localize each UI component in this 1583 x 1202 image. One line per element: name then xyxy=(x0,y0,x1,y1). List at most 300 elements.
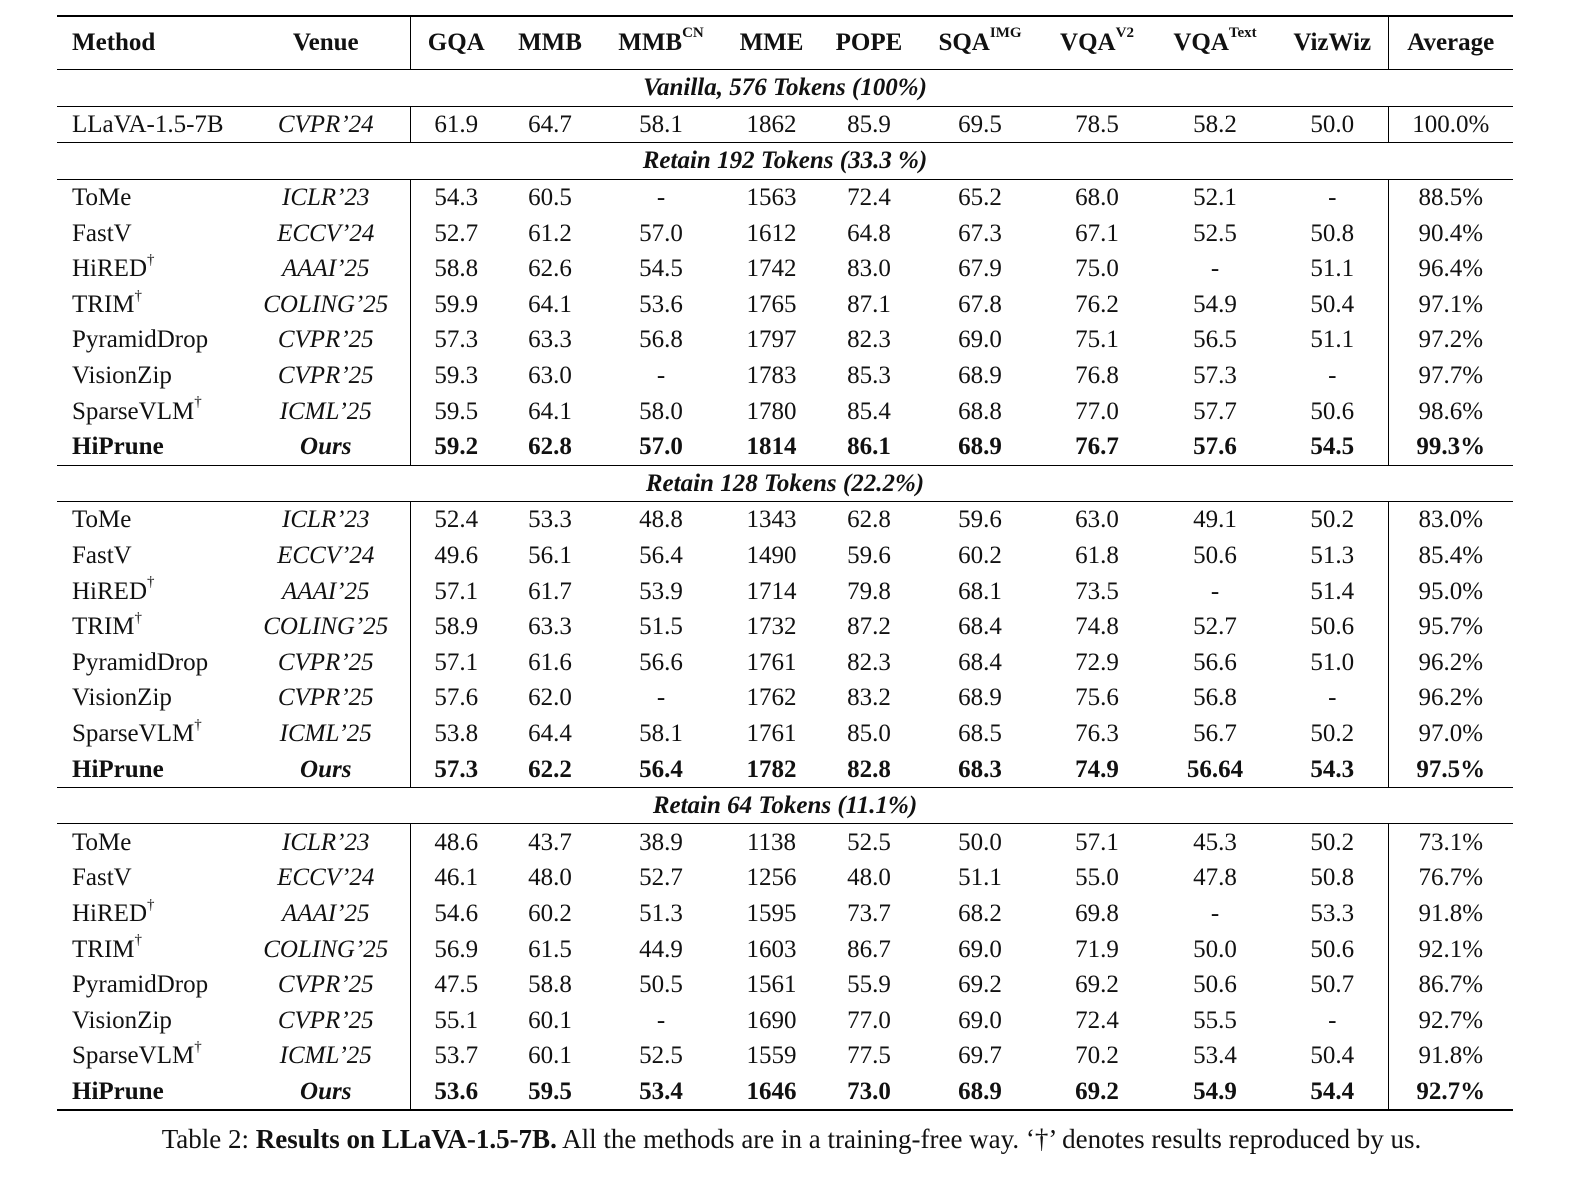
method-name: ToMe xyxy=(72,828,132,856)
value-cell: 62.8 xyxy=(847,506,891,534)
value-cell: 69.0 xyxy=(958,935,1002,963)
value-cell: 75.6 xyxy=(1075,684,1119,712)
value-cell: 86.7 xyxy=(847,935,891,963)
average-cell: 97.0% xyxy=(1388,716,1513,752)
value-cell: 85.3 xyxy=(847,362,891,390)
value-cell: 60.1 xyxy=(528,1006,572,1034)
value-cell: 73.7 xyxy=(847,899,891,927)
value-cell: 53.4 xyxy=(598,1074,724,1111)
average-cell: 97.1% xyxy=(1388,287,1513,323)
average-cell: 73.1% xyxy=(1388,824,1513,860)
table-row xyxy=(57,896,1513,932)
value-cell: 59.2 xyxy=(410,429,502,465)
header-mmbcn: $MMB^{CN}$ xyxy=(598,16,724,70)
table-row xyxy=(57,967,1513,1003)
value-cell: 54.5 xyxy=(1310,433,1355,461)
value-cell: 60.1 xyxy=(528,1042,572,1070)
value-cell: 1761 xyxy=(746,648,797,676)
average-cell: 91.8% xyxy=(1388,1038,1513,1074)
value-cell: 57.0 xyxy=(639,219,683,247)
value-cell: 63.3 xyxy=(528,326,572,354)
value-cell: 59.9 xyxy=(410,287,502,323)
value-cell: 70.2 xyxy=(1075,1042,1119,1070)
value-cell: 59.5 xyxy=(410,393,502,429)
method-name: HiPrune xyxy=(72,755,164,783)
table-row xyxy=(57,429,1513,465)
method-name: PyramidDrop xyxy=(72,648,209,676)
method-name: HiRED xyxy=(72,899,147,927)
average-cell: 98.6% xyxy=(1388,393,1513,429)
value-cell: 68.0 xyxy=(1075,184,1119,212)
method-cell xyxy=(57,680,242,716)
method-cell xyxy=(57,287,242,323)
value-cell: 51.4 xyxy=(1310,577,1355,605)
method-name: TRIM xyxy=(72,613,135,641)
table-row xyxy=(57,931,1513,967)
value-cell: 1256 xyxy=(746,864,797,892)
value-cell: 1612 xyxy=(746,219,797,247)
value-cell: - xyxy=(1328,1006,1337,1034)
value-cell: 64.7 xyxy=(528,110,572,138)
value-cell: 68.5 xyxy=(958,719,1002,747)
average-cell: 91.8% xyxy=(1388,896,1513,932)
value-cell: 69.7 xyxy=(958,1042,1002,1070)
venue-cell: Ours xyxy=(242,1074,410,1111)
value-cell: 56.4 xyxy=(639,542,683,570)
header-sqa: $SQA^{IMG}$ xyxy=(919,16,1041,70)
value-cell: 53.3 xyxy=(528,506,572,534)
average-cell: 95.0% xyxy=(1388,573,1513,609)
value-cell: 57.7 xyxy=(1193,397,1237,425)
value-cell: 47.8 xyxy=(1193,864,1237,892)
average-cell: 97.7% xyxy=(1388,358,1513,394)
value-cell: 54.3 xyxy=(1310,755,1355,783)
value-cell: 82.3 xyxy=(847,326,891,354)
value-cell: 62.6 xyxy=(528,255,572,283)
venue-cell: ECCV’24 xyxy=(277,864,375,892)
value-cell: 50.5 xyxy=(639,971,683,999)
method-cell xyxy=(57,322,242,358)
value-cell: 68.8 xyxy=(958,397,1002,425)
value-cell: - xyxy=(656,684,666,712)
value-cell: 45.3 xyxy=(1193,828,1237,856)
value-cell: 48.6 xyxy=(410,824,502,860)
value-cell: 59.3 xyxy=(410,358,502,394)
value-cell: 56.4 xyxy=(639,755,683,783)
dagger-mark: † xyxy=(134,287,142,304)
table-row xyxy=(57,502,1513,538)
value-cell: 61.2 xyxy=(528,219,572,247)
value-cell: 58.8 xyxy=(410,251,502,287)
header-venue: Venue xyxy=(242,16,410,70)
value-cell: 58.1 xyxy=(639,110,683,138)
value-cell: 47.5 xyxy=(410,967,502,1003)
average-cell: 97.2% xyxy=(1388,322,1513,358)
value-cell: 62.8 xyxy=(528,433,572,461)
method-cell xyxy=(57,215,242,251)
value-cell: 73.0 xyxy=(819,1074,919,1111)
dagger-mark: † xyxy=(194,716,202,733)
value-cell: 63.3 xyxy=(528,613,572,641)
value-cell: 53.9 xyxy=(639,577,683,605)
value-cell: 82.8 xyxy=(847,755,891,783)
method-name: HiPrune xyxy=(72,433,164,461)
dagger-mark: † xyxy=(147,251,155,268)
value-cell: 1783 xyxy=(746,362,797,390)
value-cell: 68.1 xyxy=(958,577,1002,605)
section-title: Vanilla, 576 Tokens (100%) xyxy=(57,70,1513,107)
method-cell xyxy=(57,967,242,1003)
value-cell: 63.0 xyxy=(528,362,572,390)
table-row xyxy=(57,322,1513,358)
venue-cell: ECCV’24 xyxy=(277,219,375,247)
value-cell: 69.5 xyxy=(958,110,1002,138)
value-cell: - xyxy=(1210,577,1220,605)
method-name: TRIM xyxy=(72,935,135,963)
method-name: HiPrune xyxy=(72,1077,164,1105)
value-cell: 50.2 xyxy=(1310,506,1355,534)
value-cell: - xyxy=(656,362,666,390)
value-cell: 69.0 xyxy=(958,1006,1002,1034)
value-cell: 1646 xyxy=(724,1074,819,1111)
header-vizwiz: VizWiz xyxy=(1277,16,1388,70)
value-cell: 50.6 xyxy=(1310,935,1355,963)
method-cell xyxy=(57,251,242,287)
value-cell: 52.5 xyxy=(847,828,891,856)
value-cell: 49.6 xyxy=(410,538,502,574)
value-cell: 59.6 xyxy=(847,542,891,570)
value-cell: 73.5 xyxy=(1075,577,1119,605)
value-cell: 61.6 xyxy=(528,648,572,676)
value-cell: - xyxy=(1328,362,1337,390)
value-cell: 51.3 xyxy=(639,899,683,927)
value-cell: 51.1 xyxy=(1310,326,1355,354)
method-cell xyxy=(57,393,242,429)
section-header-row xyxy=(57,787,1513,824)
table-caption xyxy=(0,1124,1583,1155)
value-cell: 60.5 xyxy=(528,184,572,212)
value-cell: 59.5 xyxy=(502,1074,598,1111)
method-cell xyxy=(57,645,242,681)
value-cell: - xyxy=(656,184,666,212)
value-cell: 50.2 xyxy=(1310,828,1355,856)
value-cell: 56.8 xyxy=(1193,684,1237,712)
value-cell: 56.5 xyxy=(1193,326,1237,354)
value-cell: 74.9 xyxy=(1075,755,1119,783)
venue-cell: AAAI’25 xyxy=(282,255,370,283)
value-cell: 52.7 xyxy=(639,864,683,892)
dagger-mark: † xyxy=(147,896,155,913)
method-name: SparseVLM xyxy=(72,719,195,747)
caption-prefix: Table 2: xyxy=(161,1124,256,1154)
venue-cell: Ours xyxy=(300,433,352,461)
value-cell: 64.1 xyxy=(528,397,572,425)
caption-rest: All the methods are in a training-free way. ‘†’ denotes results reproduced by us. xyxy=(556,1124,1422,1154)
value-cell: 78.5 xyxy=(1075,110,1119,138)
average-cell: 99.3% xyxy=(1388,429,1513,465)
average-cell: 86.7% xyxy=(1388,967,1513,1003)
table-row xyxy=(57,358,1513,394)
value-cell: 55.9 xyxy=(847,971,891,999)
value-cell: 56.1 xyxy=(528,542,572,570)
value-cell: 67.8 xyxy=(958,290,1002,318)
average-cell: 100.0% xyxy=(1388,106,1513,143)
average-cell: 96.4% xyxy=(1388,251,1513,287)
caption-bold: Results on LLaVA-1.5-7B. xyxy=(255,1124,557,1154)
value-cell: 1595 xyxy=(746,899,797,927)
value-cell: 1603 xyxy=(746,935,797,963)
method-name: PyramidDrop xyxy=(72,971,209,999)
value-cell: 87.2 xyxy=(847,613,891,641)
value-cell: 69.2 xyxy=(1041,1074,1153,1111)
results-table xyxy=(57,15,1513,1111)
method-cell xyxy=(57,1002,242,1038)
header-row xyxy=(57,16,1513,70)
venue-cell: ICLR’23 xyxy=(282,828,370,856)
value-cell: 50.8 xyxy=(1310,864,1355,892)
venue-cell: CVPR’25 xyxy=(277,648,374,676)
method-cell xyxy=(57,358,242,394)
value-cell: - xyxy=(1328,684,1337,712)
value-cell: 68.4 xyxy=(958,613,1002,641)
value-cell: 51.0 xyxy=(1310,648,1355,676)
value-cell: 53.6 xyxy=(639,290,683,318)
method-name: HiRED xyxy=(72,255,147,283)
value-cell: 57.6 xyxy=(410,680,502,716)
value-cell: 1797 xyxy=(746,326,797,354)
value-cell: 1559 xyxy=(746,1042,797,1070)
method-name: VisionZip xyxy=(72,684,172,712)
average-cell: 92.1% xyxy=(1388,931,1513,967)
value-cell: - xyxy=(1328,184,1337,212)
value-cell: 50.4 xyxy=(1310,290,1355,318)
method-name: VisionZip xyxy=(72,1006,172,1034)
value-cell: 50.4 xyxy=(1310,1042,1355,1070)
value-cell: 58.9 xyxy=(410,609,502,645)
method-cell xyxy=(57,1038,242,1074)
value-cell: 54.9 xyxy=(1193,290,1237,318)
value-cell: 85.9 xyxy=(847,110,891,138)
method-name: TRIM xyxy=(72,290,135,318)
venue-cell: ICML’25 xyxy=(279,397,372,425)
table-row xyxy=(57,645,1513,681)
value-cell: 62.0 xyxy=(528,684,572,712)
method-name: HiRED xyxy=(72,577,147,605)
value-cell: 50.7 xyxy=(1310,971,1355,999)
venue-cell: CVPR’25 xyxy=(277,684,374,712)
value-cell: 63.0 xyxy=(1075,506,1119,534)
value-cell: 51.1 xyxy=(1310,255,1355,283)
section-header-row xyxy=(57,143,1513,180)
value-cell: 53.8 xyxy=(410,716,502,752)
value-cell: 1742 xyxy=(746,255,797,283)
value-cell: 72.4 xyxy=(1075,1006,1119,1034)
section-title: Retain 192 Tokens (33.3 %) xyxy=(57,143,1513,180)
value-cell: 83.2 xyxy=(847,684,891,712)
value-cell: 1343 xyxy=(746,506,797,534)
value-cell: 77.0 xyxy=(847,1006,891,1034)
value-cell: 64.1 xyxy=(528,290,572,318)
value-cell: 56.64 xyxy=(1186,755,1244,783)
value-cell: 1490 xyxy=(746,542,797,570)
average-cell: 95.7% xyxy=(1388,609,1513,645)
header-vqav2: $VQA^{V2}$ xyxy=(1041,16,1153,70)
section-title: Retain 64 Tokens (11.1%) xyxy=(57,787,1513,824)
value-cell: 59.6 xyxy=(958,506,1002,534)
header-method: Method xyxy=(57,16,242,70)
value-cell: 51.1 xyxy=(958,864,1002,892)
average-cell: 96.2% xyxy=(1388,645,1513,681)
value-cell: 64.4 xyxy=(528,719,572,747)
value-cell: 60.2 xyxy=(958,542,1002,570)
value-cell: 46.1 xyxy=(410,860,502,896)
venue-cell: CVPR’25 xyxy=(277,1006,374,1034)
table-row xyxy=(57,215,1513,251)
dagger-mark: † xyxy=(147,574,155,591)
value-cell: 1862 xyxy=(746,110,797,138)
method-name: FastV xyxy=(72,542,132,570)
header-mmb: MMB xyxy=(502,16,598,70)
value-cell: 1690 xyxy=(746,1006,797,1034)
value-cell: 1563 xyxy=(746,184,797,212)
value-cell: 57.1 xyxy=(410,645,502,681)
table-row xyxy=(57,1038,1513,1074)
method-name: SparseVLM xyxy=(72,1042,195,1070)
value-cell: 38.9 xyxy=(639,828,683,856)
value-cell: 69.8 xyxy=(1075,899,1119,927)
value-cell: 61.9 xyxy=(410,106,502,143)
average-cell: 90.4% xyxy=(1388,215,1513,251)
value-cell: 76.2 xyxy=(1075,290,1119,318)
value-cell: 56.6 xyxy=(639,648,683,676)
value-cell: 56.6 xyxy=(1193,648,1237,676)
value-cell: 68.9 xyxy=(958,684,1002,712)
table-row xyxy=(57,751,1513,787)
method-cell xyxy=(57,609,242,645)
venue-cell: CVPR’24 xyxy=(277,110,374,138)
venue-cell: ICML’25 xyxy=(279,719,372,747)
venue-cell: AAAI’25 xyxy=(282,577,370,605)
table-row xyxy=(57,716,1513,752)
value-cell: 53.4 xyxy=(1193,1042,1237,1070)
value-cell: 65.2 xyxy=(958,184,1002,212)
value-cell: 1714 xyxy=(746,577,797,605)
value-cell: 1780 xyxy=(746,397,797,425)
average-cell: 92.7% xyxy=(1388,1074,1513,1111)
table-body xyxy=(57,70,1513,1111)
value-cell: 69.2 xyxy=(1075,971,1119,999)
table-row xyxy=(57,287,1513,323)
method-name: VisionZip xyxy=(72,362,172,390)
value-cell: 50.0 xyxy=(1310,110,1355,138)
table-row xyxy=(57,179,1513,215)
table-row xyxy=(57,1074,1513,1111)
value-cell: 64.8 xyxy=(847,219,891,247)
value-cell: 52.1 xyxy=(1193,184,1237,212)
value-cell: 55.0 xyxy=(1075,864,1119,892)
value-cell: 1765 xyxy=(746,290,797,318)
average-cell: 88.5% xyxy=(1388,179,1513,215)
method-name: LLaVA-1.5-7B xyxy=(72,110,224,138)
value-cell: 77.0 xyxy=(1075,397,1119,425)
value-cell: 82.3 xyxy=(847,648,891,676)
value-cell: 57.3 xyxy=(1193,362,1237,390)
value-cell: 54.9 xyxy=(1153,1074,1277,1111)
average-cell: 92.7% xyxy=(1388,1002,1513,1038)
value-cell: 51.5 xyxy=(639,613,683,641)
value-cell: 48.0 xyxy=(528,864,572,892)
value-cell: - xyxy=(656,1006,666,1034)
value-cell: 68.2 xyxy=(958,899,1002,927)
value-cell: 58.1 xyxy=(639,719,683,747)
method-cell xyxy=(57,538,242,574)
value-cell: 56.7 xyxy=(1193,719,1237,747)
value-cell: 50.6 xyxy=(1310,397,1355,425)
header-vqatext: $VQA^{Text}$ xyxy=(1153,16,1277,70)
value-cell: 55.5 xyxy=(1193,1006,1237,1034)
venue-cell: CVPR’25 xyxy=(277,971,374,999)
method-cell xyxy=(57,751,242,787)
value-cell: 50.8 xyxy=(1310,219,1355,247)
header-pope: POPE xyxy=(819,16,919,70)
value-cell: 50.6 xyxy=(1310,613,1355,641)
value-cell: 60.2 xyxy=(528,899,572,927)
method-name: ToMe xyxy=(72,184,132,212)
value-cell: 74.8 xyxy=(1075,613,1119,641)
value-cell: 1782 xyxy=(746,755,797,783)
value-cell: 61.5 xyxy=(528,935,572,963)
value-cell: 52.7 xyxy=(1193,613,1237,641)
value-cell: 48.0 xyxy=(847,864,891,892)
value-cell: 76.7 xyxy=(1075,433,1119,461)
method-cell xyxy=(57,106,242,143)
value-cell: 62.2 xyxy=(528,755,572,783)
value-cell: 75.0 xyxy=(1075,255,1119,283)
method-cell xyxy=(57,573,242,609)
value-cell: - xyxy=(1210,255,1220,283)
average-cell: 96.2% xyxy=(1388,680,1513,716)
value-cell: 67.1 xyxy=(1075,219,1119,247)
dagger-mark: † xyxy=(134,932,142,949)
value-cell: 71.9 xyxy=(1075,935,1119,963)
table-row xyxy=(57,680,1513,716)
method-cell xyxy=(57,1074,242,1111)
venue-cell: ICLR’23 xyxy=(282,184,370,212)
method-cell xyxy=(57,502,242,538)
table-row xyxy=(57,573,1513,609)
header-mme: MME xyxy=(724,16,819,70)
value-cell: 76.3 xyxy=(1075,719,1119,747)
average-cell: 76.7% xyxy=(1388,860,1513,896)
value-cell: 1138 xyxy=(746,828,797,856)
table-row xyxy=(57,393,1513,429)
table-row xyxy=(57,860,1513,896)
value-cell: 76.8 xyxy=(1075,362,1119,390)
value-cell: 43.7 xyxy=(528,828,572,856)
method-cell xyxy=(57,429,242,465)
value-cell: 54.3 xyxy=(410,179,502,215)
venue-cell: COLING’25 xyxy=(263,935,389,963)
value-cell: 52.5 xyxy=(1193,219,1237,247)
method-name: FastV xyxy=(72,219,132,247)
value-cell: 1761 xyxy=(746,719,797,747)
value-cell: 54.4 xyxy=(1277,1074,1388,1111)
value-cell: 58.8 xyxy=(528,971,572,999)
method-name: SparseVLM xyxy=(72,397,195,425)
value-cell: 79.8 xyxy=(847,577,891,605)
value-cell: 72.4 xyxy=(847,184,891,212)
average-cell: 97.5% xyxy=(1388,751,1513,787)
